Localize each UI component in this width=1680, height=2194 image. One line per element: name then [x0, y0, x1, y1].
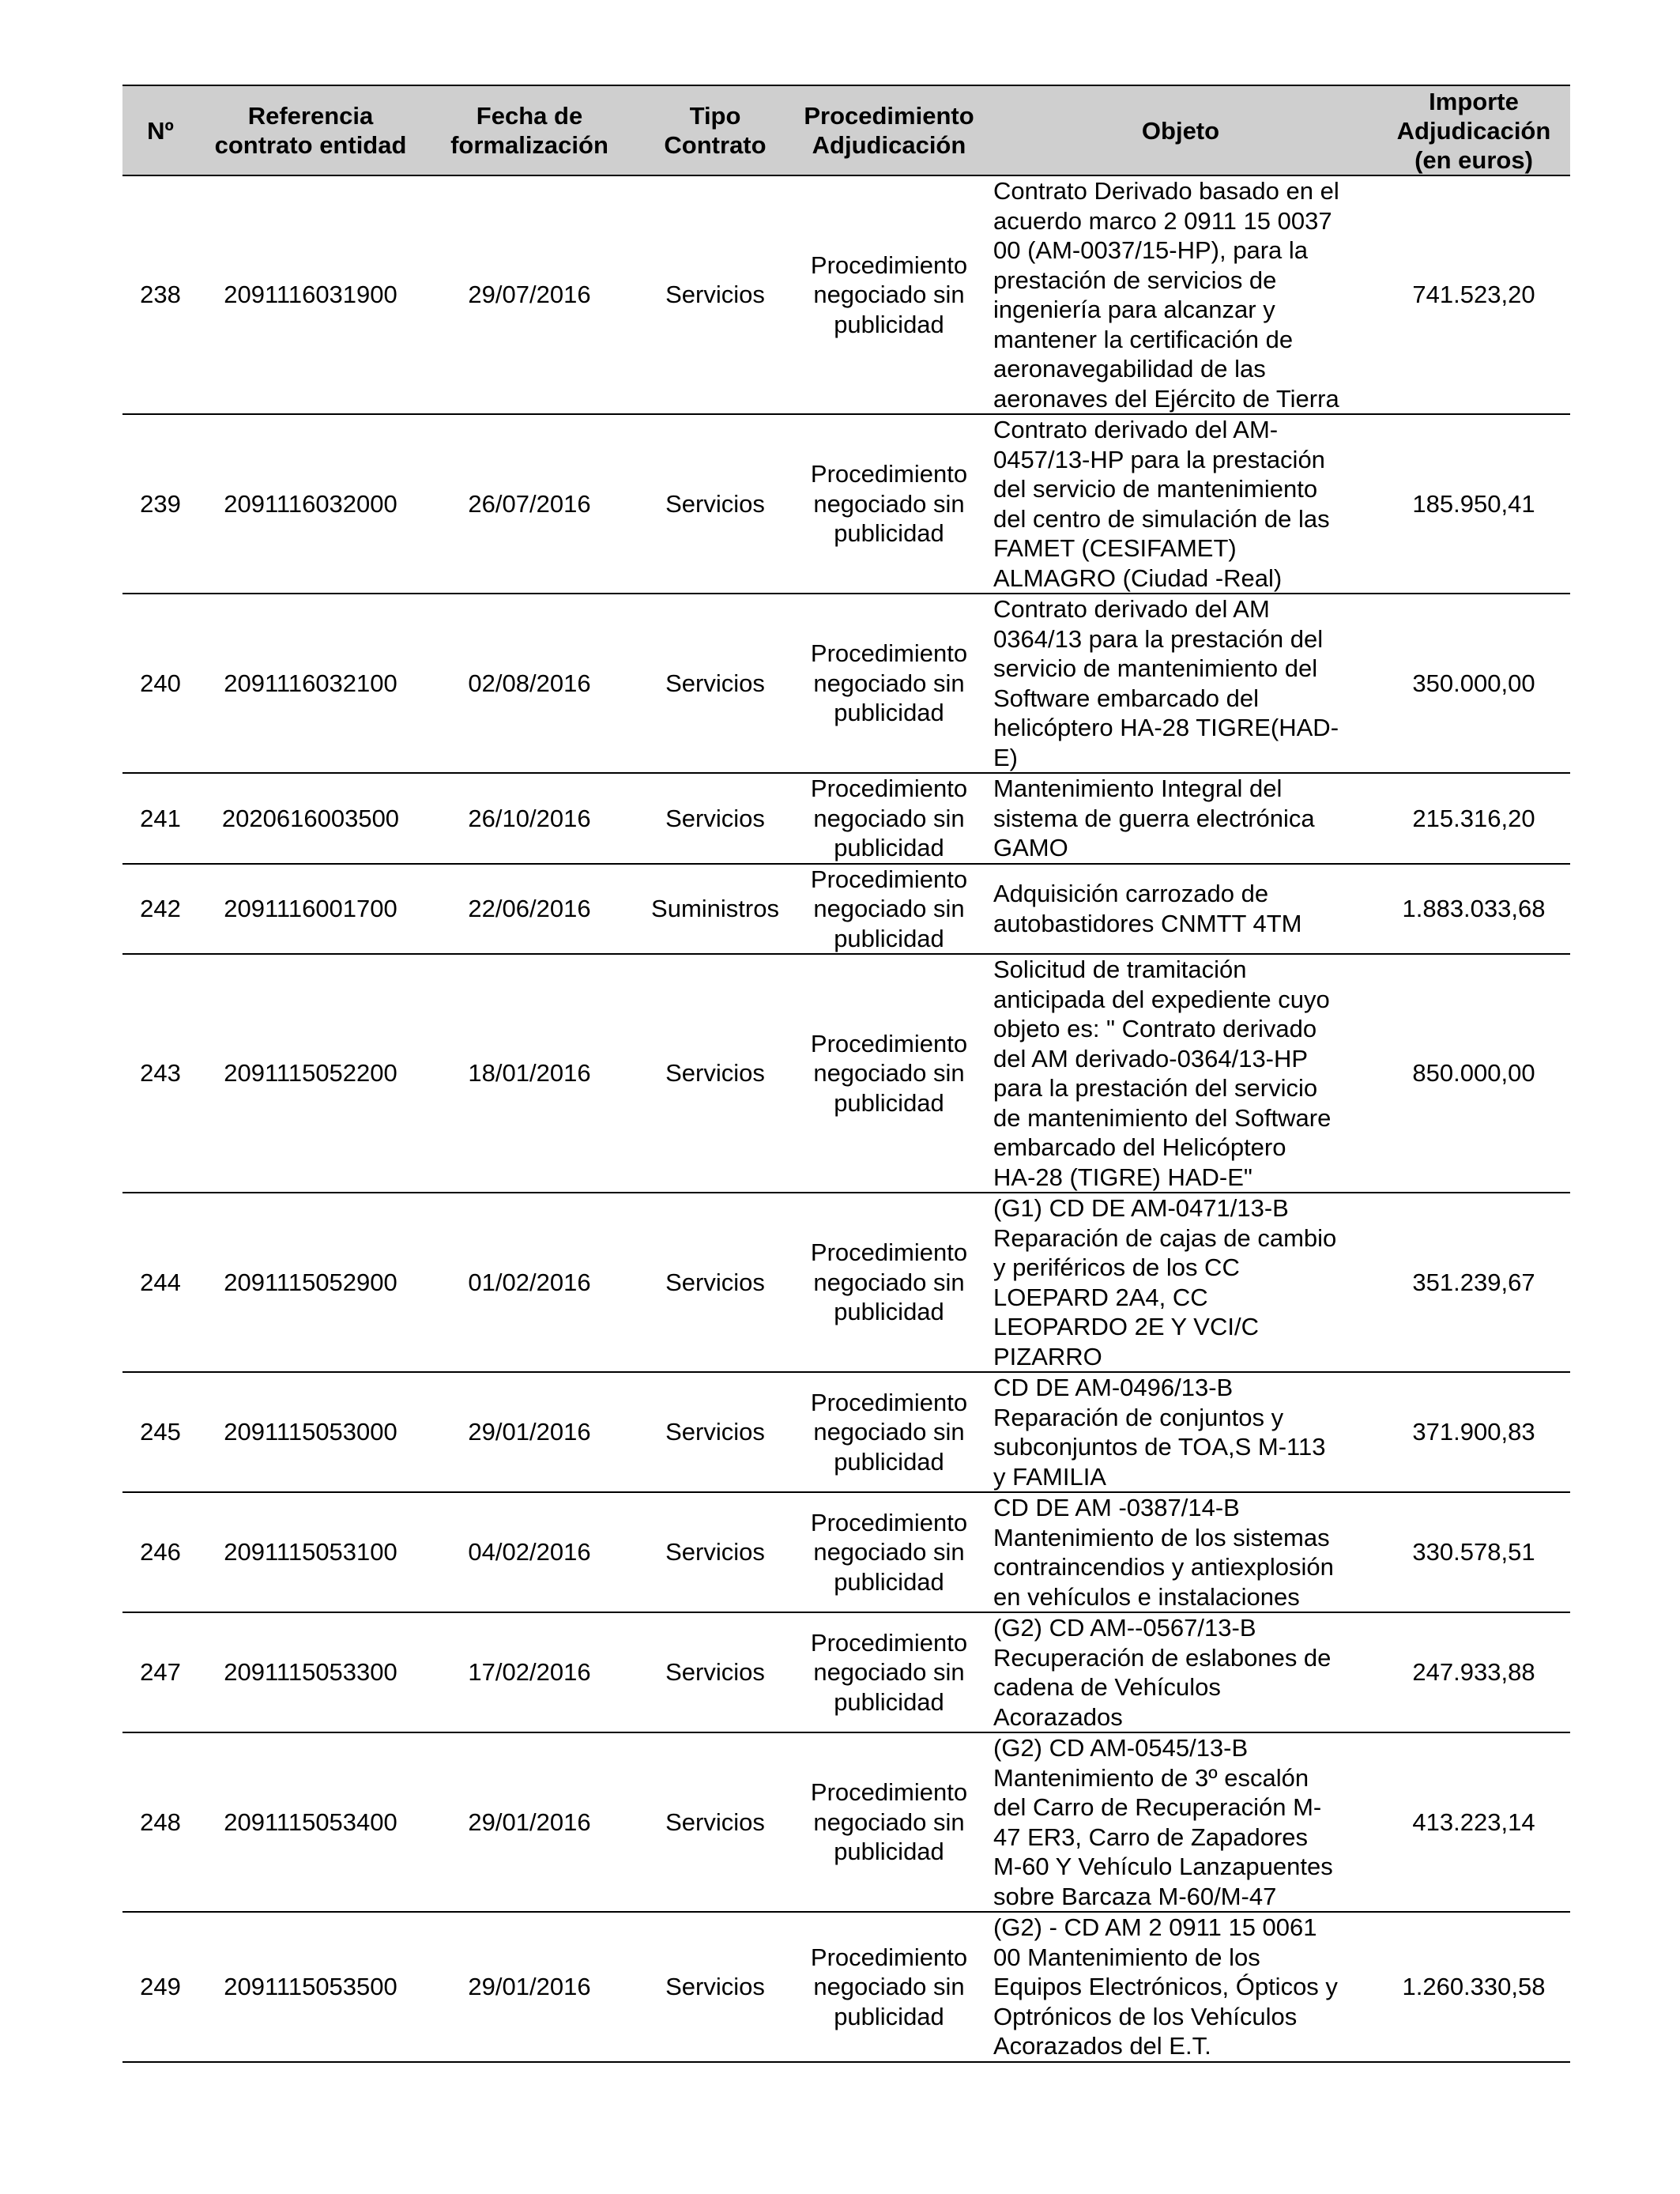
cell-importe: 350.000,00: [1377, 594, 1570, 773]
cell-procedimiento: Procedimiento negociado sin publicidad: [794, 773, 984, 864]
table-row: [122, 1372, 1570, 1492]
cell-objeto: Adquisición carrozado de autobastidores CNMTT 4TM: [984, 864, 1377, 955]
cell-tipo: Suministros: [636, 864, 794, 955]
cell-tipo: Servicios: [636, 773, 794, 864]
cell-objeto: Contrato Derivado basado en el acuerdo marco 2 0911 15 0037 00 (AM-0037/15-HP), para la prestación de servicios de ingeniería para alcanzar y mantener la certificación de aeronavegabilidad de las aeronaves del Ejército de Tierra: [984, 175, 1377, 414]
cell-objeto: (G1) CD DE AM-0471/13-B Reparación de cajas de cambio y periféricos de los CC LOEPARD 2A4, CC LEOPARDO 2E Y VCI/C PIZARRO: [984, 1193, 1377, 1372]
table-row: [122, 1193, 1570, 1372]
contracts-table: [122, 85, 1570, 2063]
table-row: [122, 864, 1570, 955]
cell-numero: 249: [122, 1912, 198, 2062]
cell-importe: 247.933,88: [1377, 1612, 1570, 1732]
table-row: [122, 175, 1570, 414]
cell-referencia: 2091116032100: [198, 594, 423, 773]
cell-numero: 240: [122, 594, 198, 773]
header-numero: Nº: [122, 85, 198, 175]
table-header: [122, 85, 1570, 175]
cell-referencia: 2091115053500: [198, 1912, 423, 2062]
cell-fecha: 29/01/2016: [423, 1372, 636, 1492]
cell-importe: 371.900,83: [1377, 1372, 1570, 1492]
header-referencia: Referencia contrato entidad: [198, 85, 423, 175]
cell-tipo: Servicios: [636, 1732, 794, 1912]
cell-tipo: Servicios: [636, 954, 794, 1193]
cell-procedimiento: Procedimiento negociado sin publicidad: [794, 1193, 984, 1372]
cell-fecha: 04/02/2016: [423, 1492, 636, 1612]
cell-procedimiento: Procedimiento negociado sin publicidad: [794, 1912, 984, 2062]
cell-tipo: Servicios: [636, 1193, 794, 1372]
cell-objeto: (G2) CD AM--0567/13-B Recuperación de eslabones de cadena de Vehículos Acorazados: [984, 1612, 1377, 1732]
cell-tipo: Servicios: [636, 1912, 794, 2062]
cell-importe: 741.523,20: [1377, 175, 1570, 414]
cell-referencia: 2091115053100: [198, 1492, 423, 1612]
cell-fecha: 02/08/2016: [423, 594, 636, 773]
cell-importe: 185.950,41: [1377, 414, 1570, 594]
cell-referencia: 2091116032000: [198, 414, 423, 594]
cell-referencia: 2091116001700: [198, 864, 423, 955]
document-page: [122, 85, 1570, 2063]
table-row: [122, 773, 1570, 864]
table-row: [122, 1732, 1570, 1912]
cell-procedimiento: Procedimiento negociado sin publicidad: [794, 1372, 984, 1492]
header-objeto: Objeto: [984, 85, 1377, 175]
cell-procedimiento: Procedimiento negociado sin publicidad: [794, 414, 984, 594]
cell-procedimiento: Procedimiento negociado sin publicidad: [794, 864, 984, 955]
header-procedimiento: Procedimiento Adjudicación: [794, 85, 984, 175]
cell-importe: 850.000,00: [1377, 954, 1570, 1193]
cell-numero: 242: [122, 864, 198, 955]
cell-tipo: Servicios: [636, 1612, 794, 1732]
cell-numero: 238: [122, 175, 198, 414]
header-row: [122, 85, 1570, 175]
cell-fecha: 26/10/2016: [423, 773, 636, 864]
cell-objeto: CD DE AM-0496/13-B Reparación de conjuntos y subconjuntos de TOA,S M-113 y FAMILIA: [984, 1372, 1377, 1492]
cell-procedimiento: Procedimiento negociado sin publicidad: [794, 175, 984, 414]
cell-fecha: 17/02/2016: [423, 1612, 636, 1732]
table-row: [122, 1612, 1570, 1732]
cell-numero: 248: [122, 1732, 198, 1912]
cell-referencia: 2091115053400: [198, 1732, 423, 1912]
table-row: [122, 1912, 1570, 2062]
cell-objeto: Mantenimiento Integral del sistema de guerra electrónica GAMO: [984, 773, 1377, 864]
cell-referencia: 2091115053000: [198, 1372, 423, 1492]
cell-fecha: 22/06/2016: [423, 864, 636, 955]
cell-tipo: Servicios: [636, 1372, 794, 1492]
cell-referencia: 2020616003500: [198, 773, 423, 864]
cell-importe: 1.883.033,68: [1377, 864, 1570, 955]
table-row: [122, 954, 1570, 1193]
cell-procedimiento: Procedimiento negociado sin publicidad: [794, 594, 984, 773]
cell-numero: 245: [122, 1372, 198, 1492]
cell-objeto: (G2) CD AM-0545/13-B Mantenimiento de 3º escalón del Carro de Recuperación M- 47 ER3, Carro de Zapadores M-60 Y Vehículo Lanzapuentes sobre Barcaza M-60/M-47: [984, 1732, 1377, 1912]
cell-tipo: Servicios: [636, 594, 794, 773]
cell-numero: 246: [122, 1492, 198, 1612]
cell-importe: 351.239,67: [1377, 1193, 1570, 1372]
cell-fecha: 18/01/2016: [423, 954, 636, 1193]
cell-tipo: Servicios: [636, 175, 794, 414]
cell-procedimiento: Procedimiento negociado sin publicidad: [794, 1612, 984, 1732]
cell-numero: 239: [122, 414, 198, 594]
cell-tipo: Servicios: [636, 414, 794, 594]
cell-fecha: 29/01/2016: [423, 1912, 636, 2062]
cell-tipo: Servicios: [636, 1492, 794, 1612]
table-body: [122, 175, 1570, 2062]
cell-objeto: Solicitud de tramitación anticipada del expediente cuyo objeto es: " Contrato derivado del AM derivado-0364/13-HP para la prestación del servicio de mantenimiento del Software embarcado del Helicóptero HA-28 (TIGRE) HAD-E": [984, 954, 1377, 1193]
cell-objeto: CD DE AM -0387/14-B Mantenimiento de los sistemas contraincendios y antiexplosión en vehículos e instalaciones: [984, 1492, 1377, 1612]
cell-fecha: 29/01/2016: [423, 1732, 636, 1912]
header-importe: Importe Adjudicación (en euros): [1377, 85, 1570, 175]
cell-importe: 330.578,51: [1377, 1492, 1570, 1612]
cell-fecha: 26/07/2016: [423, 414, 636, 594]
table-row: [122, 414, 1570, 594]
table-row: [122, 1492, 1570, 1612]
header-fecha: Fecha de formalización: [423, 85, 636, 175]
cell-numero: 244: [122, 1193, 198, 1372]
cell-fecha: 01/02/2016: [423, 1193, 636, 1372]
cell-referencia: 2091116031900: [198, 175, 423, 414]
cell-referencia: 2091115052900: [198, 1193, 423, 1372]
cell-importe: 1.260.330,58: [1377, 1912, 1570, 2062]
cell-objeto: Contrato derivado del AM 0364/13 para la prestación del servicio de mantenimiento del Software embarcado del helicóptero HA-28 TIGRE(HAD- E): [984, 594, 1377, 773]
cell-numero: 241: [122, 773, 198, 864]
table-row: [122, 594, 1570, 773]
header-tipo: Tipo Contrato: [636, 85, 794, 175]
cell-procedimiento: Procedimiento negociado sin publicidad: [794, 1732, 984, 1912]
cell-objeto: Contrato derivado del AM- 0457/13-HP para la prestación del servicio de mantenimiento del centro de simulación de las FAMET (CESIFAMET) ALMAGRO (Ciudad -Real): [984, 414, 1377, 594]
cell-referencia: 2091115052200: [198, 954, 423, 1193]
cell-objeto: (G2) - CD AM 2 0911 15 0061 00 Mantenimiento de los Equipos Electrónicos, Ópticos y Optrónicos de los Vehículos Acorazados del E.T.: [984, 1912, 1377, 2062]
cell-importe: 413.223,14: [1377, 1732, 1570, 1912]
cell-fecha: 29/07/2016: [423, 175, 636, 414]
cell-procedimiento: Procedimiento negociado sin publicidad: [794, 954, 984, 1193]
cell-procedimiento: Procedimiento negociado sin publicidad: [794, 1492, 984, 1612]
cell-numero: 247: [122, 1612, 198, 1732]
cell-referencia: 2091115053300: [198, 1612, 423, 1732]
cell-numero: 243: [122, 954, 198, 1193]
cell-importe: 215.316,20: [1377, 773, 1570, 864]
